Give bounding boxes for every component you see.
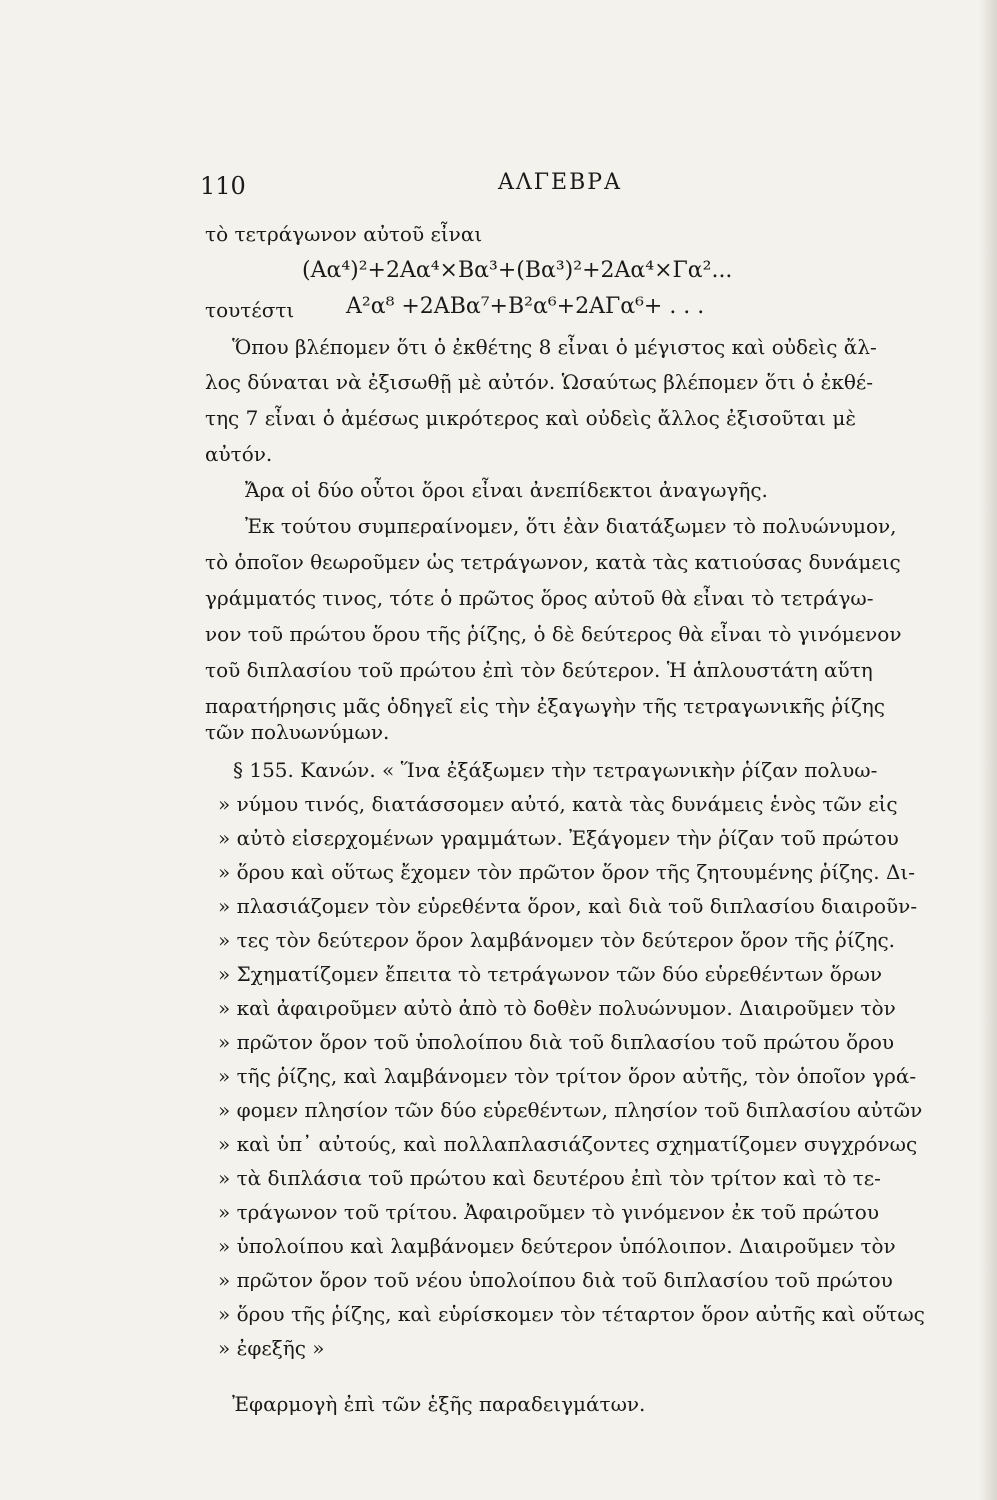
rule-line: » ὑπολοίπου καὶ λαμβάνομεν δεύτερον ὑπόλοιπον. Διαιροῦμεν τὸν bbox=[218, 1234, 896, 1258]
text-line: τὸ ὁποῖον θεωροῦμεν ὡς τετράγωνον, κατὰ τὰς κατιούσας δυνάμεις bbox=[205, 550, 901, 574]
rule-line: » ἐφεξῆς » bbox=[218, 1336, 325, 1360]
rule-line: » τῆς ῥίζης, καὶ λαμβάνομεν τὸν τρίτον ὅρον αὐτῆς, τὸν ὁποῖον γρά- bbox=[218, 1064, 917, 1088]
intro-line: τὸ τετράγωνον αὐτοῦ εἶναι bbox=[205, 222, 483, 246]
rule-line: » καὶ ὑπ᾽ αὐτούς, καὶ πολλαπλασιάζοντες σχηματίζομεν συγχρόνως bbox=[218, 1132, 918, 1156]
rule-line: » ὅρου τῆς ῥίζης, καὶ εὑρίσκομεν τὸν τέταρτον ὅρον αὐτῆς καὶ οὕτως bbox=[218, 1302, 925, 1326]
rule-line: » καὶ ἀφαιροῦμεν αὐτὸ ἀπὸ τὸ δοθὲν πολυώνυμον. Διαιροῦμεν τὸν bbox=[218, 996, 896, 1020]
text-line: γράμματός τινος, τότε ὁ πρῶτος ὅρος αὐτοῦ θὰ εἶναι τὸ τετράγω- bbox=[205, 586, 874, 610]
text-line: λος δύναται νὰ ἐξισωθῇ μὲ αὐτόν. Ὡσαύτως βλέπομεν ὅτι ὁ ἐκθέ- bbox=[205, 370, 873, 394]
text-line: τῶν πολυωνύμων. bbox=[205, 720, 390, 744]
text-line: Ἐκ τούτου συμπεραίνομεν, ὅτι ἐὰν διατάξωμεν τὸ πολυώνυμον, bbox=[245, 514, 897, 538]
formula-simplified: Α²α⁸ +2ΑΒα⁷+Β²α⁶+2ΑΓα⁶+ . . . bbox=[346, 294, 705, 319]
rule-line: § 155. Κανών. « Ἵνα ἐξάξωμεν τὴν τετραγωνικὴν ῥίζαν πολυω- bbox=[233, 758, 878, 782]
running-title: ΑΛΓΕΒΡΑ bbox=[498, 170, 622, 195]
rule-line: » αὐτὸ εἰσερχομένων γραμμάτων. Ἐξάγομεν τὴν ῥίζαν τοῦ πρώτου bbox=[218, 826, 899, 850]
text-line: τοῦ διπλασίου τοῦ πρώτου ἐπὶ τὸν δεύτερον. Ἡ ἁπλουστάτη αὕτη bbox=[205, 658, 873, 682]
rule-line: » φομεν πλησίον τῶν δύο εὑρεθέντων, πλησίον τοῦ διπλασίου αὐτῶν bbox=[218, 1098, 923, 1122]
page-number: 110 bbox=[200, 172, 246, 200]
text-line: της 7 εἶναι ὁ ἀμέσως μικρότερος καὶ οὐδεὶς ἄλλος ἐξισοῦται μὲ bbox=[205, 406, 857, 430]
text-line: παρατήρησις μᾶς ὁδηγεῖ εἰς τὴν ἐξαγωγὴν τῆς τετραγωνικῆς ῥίζης bbox=[205, 694, 885, 718]
formula-label: τουτέστι bbox=[205, 298, 295, 322]
rule-line: » Σχηματίζομεν ἔπειτα τὸ τετράγωνον τῶν δύο εὑρεθέντων ὅρων bbox=[218, 962, 883, 986]
rule-line: » τες τὸν δεύτερον ὅρον λαμβάνομεν τὸν δεύτερον ὅρον τῆς ῥίζης. bbox=[218, 928, 896, 952]
text-line: νον τοῦ πρώτου ὅρου τῆς ῥίζης, ὁ δὲ δεύτερος θὰ εἶναι τὸ γινόμενον bbox=[205, 622, 902, 646]
rule-line: » νύμου τινός, διατάσσομεν αὐτό, κατὰ τὰς δυνάμεις ἑνὸς τῶν εἰς bbox=[218, 792, 898, 816]
page-edge-shadow bbox=[979, 0, 997, 1500]
text-line: Ἄρα οἱ δύο οὗτοι ὅροι εἶναι ἀνεπίδεκτοι ἀναγωγῆς. bbox=[245, 478, 768, 502]
rule-line: » ὅρου καὶ οὕτως ἔχομεν τὸν πρῶτον ὅρον τῆς ζητουμένης ῥίζης. Δι- bbox=[218, 860, 915, 884]
text-line: Ὅπου βλέπομεν ὅτι ὁ ἐκθέτης 8 εἶναι ὁ μέγιστος καὶ οὐδεὶς ἄλ- bbox=[232, 335, 877, 359]
rule-line: » πρῶτον ὅρον τοῦ νέου ὑπολοίπου διὰ τοῦ διπλασίου τοῦ πρώτου bbox=[218, 1268, 893, 1292]
formula-expansion: (Αα⁴)²+2Αα⁴×Βα³+(Βα³)²+2Αα⁴×Γα²... bbox=[302, 258, 733, 283]
rule-line: » τράγωνον τοῦ τρίτου. Ἀφαιροῦμεν τὸ γινόμενον ἐκ τοῦ πρώτου bbox=[218, 1200, 880, 1224]
rule-line: » πλασιάζομεν τὸν εὑρεθέντα ὅρον, καὶ διὰ τοῦ διπλασίου διαιροῦν- bbox=[218, 894, 918, 918]
closing-line: Ἐφαρμογὴ ἐπὶ τῶν ἑξῆς παραδειγμάτων. bbox=[232, 1392, 646, 1416]
rule-line: » τὰ διπλάσια τοῦ πρώτου καὶ δευτέρου ἐπὶ τὸν τρίτον καὶ τὸ τε- bbox=[218, 1166, 881, 1190]
rule-line: » πρῶτον ὅρον τοῦ ὑπολοίπου διὰ τοῦ διπλασίου τοῦ πρώτου ὅρου bbox=[218, 1030, 895, 1054]
text-line: αὐτόν. bbox=[205, 442, 273, 466]
